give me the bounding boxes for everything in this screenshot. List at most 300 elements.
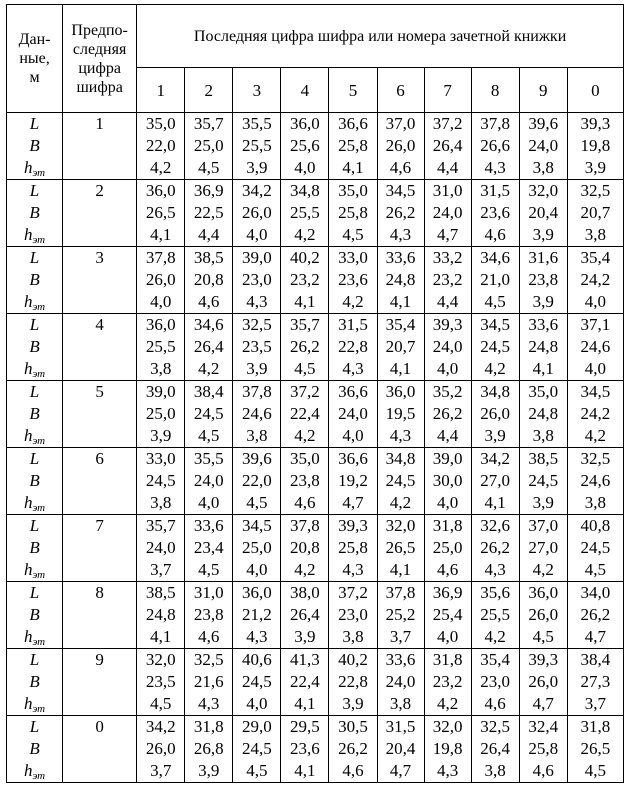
value-L: 34,5 <box>385 181 416 200</box>
value-h: 4,0 <box>246 694 268 713</box>
value-cell <box>424 582 471 649</box>
value-h: 4,1 <box>389 359 412 378</box>
value-B: 26,4 <box>290 605 320 624</box>
value-cell <box>137 247 185 314</box>
value-h: 4,6 <box>389 158 412 177</box>
value-h: 3,7 <box>150 560 172 579</box>
value-h: 3,8 <box>150 359 172 378</box>
value-B: 24,5 <box>241 672 272 691</box>
value-B: 24,6 <box>580 337 611 356</box>
label-L: L <box>29 315 40 334</box>
prelast-digit-cell: 4 <box>63 314 137 381</box>
value-L: 39,0 <box>241 248 272 267</box>
value-B: 24,6 <box>580 471 611 490</box>
value-L: 38,4 <box>580 650 611 669</box>
label-B: B <box>29 404 40 423</box>
value-cell <box>281 381 329 448</box>
header-digit: 4 <box>281 68 329 113</box>
value-cell <box>377 381 424 448</box>
value-h: 4,0 <box>246 560 268 579</box>
value-B: 26,0 <box>145 739 176 758</box>
header-digit: 3 <box>233 68 281 113</box>
value-L: 36,6 <box>338 114 368 133</box>
value-h: 4,5 <box>484 292 506 311</box>
value-B: 24,8 <box>528 337 559 356</box>
value-L: 35,4 <box>385 315 416 334</box>
value-h: 3,9 <box>532 493 554 512</box>
value-cell <box>471 113 519 180</box>
value-cell <box>567 314 623 381</box>
value-L: 36,0 <box>290 114 320 133</box>
value-L: 35,4 <box>580 248 611 267</box>
value-B: 24,8 <box>385 270 416 289</box>
value-L: 40,2 <box>290 248 320 267</box>
value-B: 30,0 <box>432 471 463 490</box>
value-B: 24,5 <box>145 471 176 490</box>
value-h: 4,1 <box>389 560 412 579</box>
prelast-digit-cell: 3 <box>63 247 137 314</box>
value-L: 36,9 <box>432 583 463 602</box>
value-L: 34,2 <box>145 717 176 736</box>
value-cell <box>137 716 185 783</box>
value-B: 26,2 <box>290 337 320 356</box>
value-B: 25,4 <box>432 605 463 624</box>
value-h: 4,3 <box>484 158 506 177</box>
table-row <box>7 448 624 515</box>
label-h-et <box>7 559 62 581</box>
value-B: 21,2 <box>241 605 272 624</box>
value-B: 26,2 <box>480 538 511 557</box>
value-h: 4,7 <box>342 493 364 512</box>
value-L: 32,0 <box>528 181 559 200</box>
value-cell <box>233 582 281 649</box>
value-cell <box>329 381 377 448</box>
value-B: 25,6 <box>290 136 320 155</box>
header-data: Дан- ные, м <box>7 5 63 113</box>
value-B: 27,3 <box>580 672 611 691</box>
value-cell <box>471 448 519 515</box>
value-L: 31,5 <box>480 181 511 200</box>
value-L: 36,0 <box>145 181 176 200</box>
label-h-subscript: эт <box>32 502 46 514</box>
label-h-et <box>7 358 62 380</box>
value-h: 3,9 <box>584 158 606 177</box>
value-L: 37,0 <box>385 114 416 133</box>
value-h: 4,5 <box>584 560 606 579</box>
value-B: 26,0 <box>145 270 176 289</box>
value-cell <box>329 515 377 582</box>
value-L: 35,0 <box>338 181 368 200</box>
value-cell <box>519 716 567 783</box>
data-table <box>6 4 624 783</box>
value-cell <box>424 381 471 448</box>
label-h-et <box>7 157 62 179</box>
value-L: 39,3 <box>432 315 463 334</box>
value-cell <box>377 247 424 314</box>
value-cell <box>329 180 377 247</box>
value-L: 31,8 <box>193 717 224 736</box>
label-B: B <box>29 270 40 289</box>
table-row <box>7 247 624 314</box>
prelast-digit-cell: 5 <box>63 381 137 448</box>
value-cell <box>281 113 329 180</box>
value-cell <box>185 381 233 448</box>
label-h-subscript: эт <box>32 368 46 380</box>
value-B: 20,8 <box>193 270 224 289</box>
row-labels <box>7 515 63 582</box>
value-cell <box>329 113 377 180</box>
value-h: 4,6 <box>342 761 364 780</box>
value-h: 4,3 <box>246 627 268 646</box>
value-B: 25,0 <box>145 404 176 423</box>
value-h: 4,2 <box>294 225 316 244</box>
value-L: 35,5 <box>241 114 272 133</box>
value-h: 4,0 <box>246 225 268 244</box>
value-B: 23,4 <box>193 538 224 557</box>
label-L: L <box>29 449 40 468</box>
value-B: 23,2 <box>432 672 463 691</box>
value-cell <box>377 113 424 180</box>
value-L: 33,6 <box>385 650 416 669</box>
value-B: 23,5 <box>145 672 176 691</box>
value-L: 34,5 <box>580 382 611 401</box>
value-cell <box>519 314 567 381</box>
value-h: 4,1 <box>294 761 316 780</box>
value-L: 39,3 <box>580 114 611 133</box>
value-cell <box>424 314 471 381</box>
value-L: 31,0 <box>193 583 224 602</box>
value-B: 23,0 <box>338 605 368 624</box>
value-B: 26,0 <box>241 203 272 222</box>
label-L: L <box>29 583 40 602</box>
label-L: L <box>29 516 40 535</box>
value-h: 4,5 <box>198 426 220 445</box>
value-cell <box>233 180 281 247</box>
label-h-subscript: эт <box>32 435 46 447</box>
table-row <box>7 314 624 381</box>
value-L: 33,6 <box>193 516 224 535</box>
value-cell <box>233 113 281 180</box>
value-L: 37,2 <box>432 114 463 133</box>
header-digit: 6 <box>377 68 424 113</box>
table-row <box>7 716 624 783</box>
value-L: 32,5 <box>580 449 611 468</box>
prelast-digit-cell: 9 <box>63 649 137 716</box>
label-B: B <box>29 136 40 155</box>
value-cell <box>471 381 519 448</box>
value-L: 31,5 <box>385 717 416 736</box>
row-labels <box>7 716 63 783</box>
label-h: h <box>23 761 33 780</box>
label-h: h <box>23 225 33 244</box>
label-L: L <box>29 650 40 669</box>
prelast-digit-cell: 0 <box>63 716 137 783</box>
prelast-digit-cell: 7 <box>63 515 137 582</box>
value-B: 20,7 <box>580 203 611 222</box>
value-B: 24,0 <box>145 538 176 557</box>
value-L: 37,8 <box>145 248 176 267</box>
value-L: 35,0 <box>145 114 176 133</box>
value-B: 20,4 <box>385 739 416 758</box>
value-cell <box>567 113 623 180</box>
value-L: 37,0 <box>528 516 559 535</box>
value-h: 4,5 <box>246 493 268 512</box>
value-L: 34,2 <box>480 449 511 468</box>
value-L: 37,1 <box>580 315 611 334</box>
value-h: 4,0 <box>584 359 606 378</box>
value-h: 4,0 <box>436 359 459 378</box>
value-L: 36,6 <box>338 382 368 401</box>
value-h: 4,5 <box>198 158 220 177</box>
value-B: 25,8 <box>338 538 368 557</box>
value-cell <box>329 448 377 515</box>
value-cell <box>233 247 281 314</box>
value-cell <box>424 113 471 180</box>
value-h: 4,5 <box>584 761 606 780</box>
value-h: 4,5 <box>198 560 220 579</box>
row-labels <box>7 314 63 381</box>
value-L: 38,5 <box>528 449 559 468</box>
value-L: 34,8 <box>480 382 511 401</box>
value-h: 4,6 <box>484 225 506 244</box>
value-B: 22,0 <box>145 136 176 155</box>
value-h: 4,5 <box>342 225 364 244</box>
value-B: 23,6 <box>480 203 511 222</box>
value-L: 31,8 <box>432 650 463 669</box>
value-L: 34,2 <box>241 181 272 200</box>
value-B: 24,0 <box>432 337 463 356</box>
value-L: 35,7 <box>193 114 224 133</box>
value-L: 32,4 <box>528 717 559 736</box>
value-h: 4,1 <box>532 359 554 378</box>
prelast-digit-cell: 1 <box>63 113 137 180</box>
value-B: 26,2 <box>432 404 463 423</box>
value-h: 4,2 <box>150 158 172 177</box>
value-h: 4,6 <box>294 493 316 512</box>
table-row <box>7 582 624 649</box>
label-L: L <box>29 717 40 736</box>
value-h: 4,5 <box>246 761 268 780</box>
value-cell <box>471 582 519 649</box>
value-B: 25,8 <box>338 136 368 155</box>
value-L: 36,0 <box>241 583 272 602</box>
value-h: 4,6 <box>198 292 220 311</box>
value-B: 27,0 <box>480 471 511 490</box>
value-cell <box>567 582 623 649</box>
value-h: 4,3 <box>436 761 459 780</box>
value-h: 3,8 <box>584 493 606 512</box>
value-h: 4,4 <box>436 158 459 177</box>
value-h: 4,6 <box>484 694 506 713</box>
value-B: 26,2 <box>580 605 611 624</box>
label-B: B <box>29 471 40 490</box>
value-B: 24,8 <box>145 605 176 624</box>
value-cell <box>471 247 519 314</box>
value-cell <box>329 314 377 381</box>
value-L: 33,6 <box>385 248 416 267</box>
value-cell <box>424 247 471 314</box>
value-h: 3,7 <box>389 627 412 646</box>
value-h: 3,8 <box>584 225 606 244</box>
value-L: 38,0 <box>290 583 320 602</box>
label-h-et <box>7 492 62 514</box>
value-h: 3,9 <box>246 158 268 177</box>
value-h: 4,2 <box>198 359 220 378</box>
label-h-subscript: эт <box>32 770 46 782</box>
value-cell <box>137 314 185 381</box>
label-B: B <box>29 605 40 624</box>
value-cell <box>377 448 424 515</box>
value-L: 33,0 <box>338 248 368 267</box>
value-L: 31,0 <box>432 181 463 200</box>
value-L: 35,4 <box>480 650 511 669</box>
label-B: B <box>29 672 40 691</box>
label-h: h <box>23 426 33 445</box>
value-L: 33,2 <box>432 248 463 267</box>
value-L: 34,8 <box>385 449 416 468</box>
value-L: 32,6 <box>480 516 511 535</box>
value-B: 22,8 <box>338 672 368 691</box>
value-L: 34,0 <box>580 583 611 602</box>
value-B: 26,0 <box>385 136 416 155</box>
value-cell <box>281 247 329 314</box>
value-cell <box>233 649 281 716</box>
value-B: 22,0 <box>241 471 272 490</box>
value-cell <box>424 716 471 783</box>
value-cell <box>281 314 329 381</box>
value-cell <box>471 649 519 716</box>
value-B: 23,8 <box>528 270 559 289</box>
value-cell <box>281 716 329 783</box>
value-cell <box>377 649 424 716</box>
value-h: 4,3 <box>342 560 364 579</box>
row-labels <box>7 247 63 314</box>
value-L: 31,6 <box>528 248 559 267</box>
value-cell <box>137 515 185 582</box>
value-B: 27,0 <box>528 538 559 557</box>
value-h: 4,1 <box>294 292 316 311</box>
label-L: L <box>29 382 40 401</box>
value-B: 26,0 <box>528 672 559 691</box>
value-cell <box>233 381 281 448</box>
table-row <box>7 180 624 247</box>
value-L: 36,0 <box>528 583 559 602</box>
value-h: 3,9 <box>198 761 220 780</box>
value-h: 4,3 <box>246 292 268 311</box>
value-L: 39,3 <box>338 516 368 535</box>
value-cell <box>377 582 424 649</box>
value-B: 24,5 <box>480 337 511 356</box>
value-L: 39,3 <box>528 650 559 669</box>
value-B: 26,2 <box>338 739 368 758</box>
label-h-et <box>7 224 62 246</box>
value-cell <box>185 582 233 649</box>
value-B: 26,0 <box>480 404 511 423</box>
value-L: 35,5 <box>193 449 224 468</box>
value-cell <box>185 113 233 180</box>
value-L: 36,9 <box>193 181 224 200</box>
header-digit: 1 <box>137 68 185 113</box>
value-h: 4,1 <box>150 627 172 646</box>
value-L: 36,0 <box>145 315 176 334</box>
value-B: 22,4 <box>290 672 320 691</box>
value-B: 26,6 <box>480 136 511 155</box>
value-L: 35,0 <box>290 449 320 468</box>
value-h: 4,0 <box>198 493 220 512</box>
value-cell <box>329 247 377 314</box>
value-h: 4,7 <box>532 694 554 713</box>
value-h: 4,2 <box>584 426 606 445</box>
value-L: 34,5 <box>241 516 272 535</box>
label-h-subscript: эт <box>32 636 46 648</box>
value-h: 3,9 <box>532 225 554 244</box>
value-B: 26,4 <box>432 136 463 155</box>
value-h: 4,7 <box>436 225 459 244</box>
value-B: 24,0 <box>338 404 368 423</box>
value-cell <box>281 448 329 515</box>
value-h: 4,7 <box>389 761 412 780</box>
value-h: 3,9 <box>294 627 316 646</box>
prelast-digit-cell: 6 <box>63 448 137 515</box>
value-cell <box>567 716 623 783</box>
label-h-subscript: эт <box>32 703 46 715</box>
value-cell <box>567 649 623 716</box>
value-cell <box>233 314 281 381</box>
value-h: 3,9 <box>532 292 554 311</box>
value-L: 34,6 <box>193 315 224 334</box>
value-h: 4,1 <box>342 158 364 177</box>
header-digit: 8 <box>471 68 519 113</box>
label-h-et <box>7 626 62 648</box>
table-row <box>7 381 624 448</box>
value-h: 4,6 <box>532 761 554 780</box>
label-h-subscript: эт <box>32 569 46 581</box>
value-B: 23,6 <box>338 270 368 289</box>
value-L: 32,5 <box>193 650 224 669</box>
value-cell <box>281 180 329 247</box>
value-h: 4,1 <box>389 292 412 311</box>
value-h: 4,2 <box>436 694 459 713</box>
label-h: h <box>23 560 33 579</box>
value-B: 19,5 <box>385 404 416 423</box>
value-B: 25,0 <box>193 136 224 155</box>
value-B: 24,5 <box>241 739 272 758</box>
header-digit: 9 <box>519 68 567 113</box>
value-B: 25,8 <box>528 739 559 758</box>
value-h: 4,5 <box>532 627 554 646</box>
value-L: 34,6 <box>480 248 511 267</box>
value-cell <box>185 649 233 716</box>
value-B: 21,6 <box>193 672 224 691</box>
value-B: 20,8 <box>290 538 320 557</box>
value-B: 19,2 <box>338 471 368 490</box>
value-h: 4,2 <box>532 560 554 579</box>
value-L: 32,0 <box>145 650 176 669</box>
value-h: 4,3 <box>342 359 364 378</box>
value-cell <box>281 582 329 649</box>
value-L: 40,8 <box>580 516 611 535</box>
label-h-subscript: эт <box>32 167 46 179</box>
row-labels <box>7 448 63 515</box>
value-B: 24,0 <box>193 471 224 490</box>
value-cell <box>471 716 519 783</box>
value-cell <box>471 180 519 247</box>
value-B: 19,8 <box>432 739 463 758</box>
value-B: 23,8 <box>193 605 224 624</box>
label-B: B <box>29 538 40 557</box>
header-digit: 2 <box>185 68 233 113</box>
value-L: 40,6 <box>241 650 272 669</box>
